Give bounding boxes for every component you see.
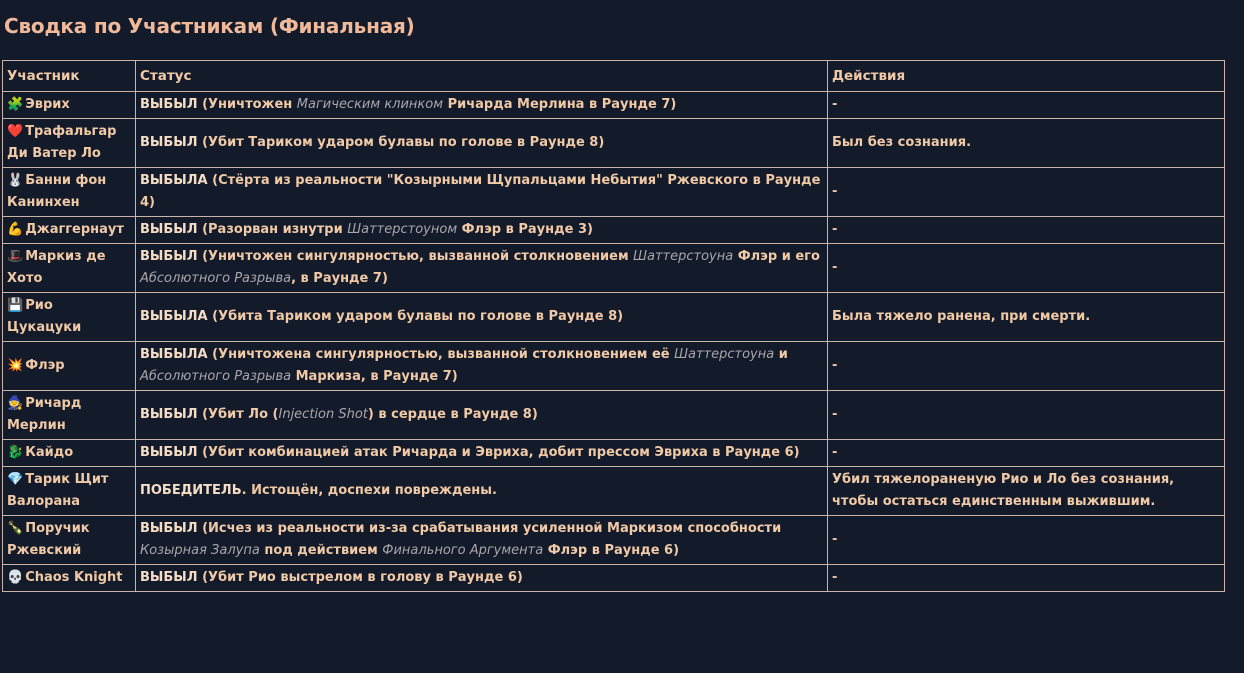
participant-cell [3,293,136,342]
participant-cell [3,516,136,565]
bottle-icon: 🍾 [7,521,24,536]
participant-name: Джаггернаут [25,222,124,237]
mage-icon: 🧙 [7,396,24,411]
status-cell [136,244,828,293]
status-badge: ВЫБЫЛ [140,407,198,422]
status-text: Абсолютного Разрыва [140,271,292,286]
table-row [3,516,1225,565]
participant-cell [3,440,136,467]
actions-cell: - [828,391,1225,440]
actions-cell: Был без сознания. [828,119,1225,168]
status-text: Ричарда Мерлина в Раунде 7) [443,97,677,112]
status-badge: ВЫБЫЛ [140,97,198,112]
status-text: ) в сердце в Раунде 8) [367,407,538,422]
participant-name: Ричард Мерлин [7,396,82,433]
status-text: (Убит Рио выстрелом в голову в Раунде 6) [197,570,523,585]
status-text: Абсолютного Разрыва [140,369,292,384]
status-cell [136,293,828,342]
participant-name: Поручик Ржевский [7,521,90,558]
status-text: (Убит Ло ( [197,407,279,422]
status-text: Магическим клинком [296,97,444,112]
status-cell [136,168,828,217]
table-row [3,168,1225,217]
status-cell [136,342,828,391]
status-badge: ВЫБЫЛ [140,135,198,150]
actions-cell: - [828,168,1225,217]
status-badge: ВЫБЫЛ [140,445,198,460]
participant-cell [3,391,136,440]
status-text: (Уничтожен [197,97,297,112]
status-cell [136,440,828,467]
actions-cell: - [828,440,1225,467]
status-text: Флэр в Раунде 3) [457,222,593,237]
table-row [3,119,1225,168]
actions-cell: - [828,217,1225,244]
table-row [3,217,1225,244]
page-title: Сводка по Участникам (Финальная) [4,14,415,38]
status-text: Маркиза, в Раунде 7) [291,369,458,384]
status-cell [136,92,828,119]
gem-icon: 💎 [7,472,24,487]
status-text: Шаттерстоуном [347,222,458,237]
participant-cell [3,217,136,244]
status-cell [136,565,828,592]
actions-cell: - [828,565,1225,592]
status-text: (Стёрта из реальности "Козырными Щупальцами Небытия" Ржевского в Раунде 4) [140,173,821,210]
table-row [3,440,1225,467]
status-text: (Уничтожен сингулярностью, вызванной столкновением [197,249,634,264]
status-text: (Уничтожена сингулярностью, вызванной столкновением её [207,347,675,362]
table-row [3,342,1225,391]
status-badge: ВЫБЫЛ [140,222,198,237]
status-text: Шаттерстоуна [633,249,734,264]
status-text: Финального Аргумента [382,543,544,558]
actions-cell: - [828,342,1225,391]
header-actions: Действия [828,61,1225,92]
participant-cell [3,168,136,217]
status-cell [136,217,828,244]
table-row [3,244,1225,293]
participant-name: Рио Цукацуки [7,298,82,335]
puzzle-icon: 🧩 [7,97,24,112]
participant-name: Флэр [25,358,65,373]
top-hat-icon: 🎩 [7,249,24,264]
table-body [3,92,1225,592]
floppy-disk-icon: 💾 [7,298,24,313]
participant-name: Трафальгар Ди Ватер Ло [7,124,117,161]
status-text: (Убита Тариком ударом булавы по голове в Раунде 8) [207,309,624,324]
status-text: (Исчез из реальности из-за срабатывания усиленной Маркизом способности [197,521,782,536]
header-status: Статус [136,61,828,92]
participant-name: Банни фон Канинхен [7,173,107,210]
bunny-icon: 🐰 [7,173,24,188]
status-cell [136,467,828,516]
status-badge: ВЫБЫЛ [140,570,198,585]
participant-name: Chaos Knight [25,570,123,585]
table-row [3,467,1225,516]
actions-cell: - [828,244,1225,293]
participant-name: Маркиз де Хото [7,249,106,286]
status-text: Injection Shot [278,407,368,422]
participant-name: Кайдо [25,445,74,460]
participant-name: Тарик Щит Валорана [7,472,109,509]
status-text: (Убит комбинацией атак Ричарда и Эвриха, добит прессом Эвриха в Раунде 6) [197,445,800,460]
explosion-icon: 💥 [7,358,24,373]
table-row [3,565,1225,592]
table-row [3,92,1225,119]
table-row [3,391,1225,440]
actions-cell: Была тяжело ранена, при смерти. [828,293,1225,342]
status-text: под действием [259,543,383,558]
status-badge: ВЫБЫЛ [140,249,198,264]
status-text: , в Раунде 7) [291,271,388,286]
actions-cell: - [828,92,1225,119]
status-badge: ВЫБЫЛА [140,347,208,362]
status-text: Флэр и его [733,249,820,264]
header-participant: Участник [3,61,136,92]
status-badge: ПОБЕДИТЕЛЬ [140,483,242,498]
participants-table [2,60,1225,592]
participant-cell [3,244,136,293]
status-text: (Убит Тариком ударом булавы по голове в Раунде 8) [197,135,605,150]
heart-icon: ❤️ [7,124,24,139]
participant-cell [3,467,136,516]
table-row [3,293,1225,342]
participant-cell [3,342,136,391]
table-header-row [3,61,1225,92]
status-badge: ВЫБЫЛА [140,173,208,188]
participant-cell [3,565,136,592]
status-text: Козырная Залупа [140,543,260,558]
participant-cell [3,119,136,168]
status-cell [136,119,828,168]
status-cell [136,516,828,565]
status-cell [136,391,828,440]
status-text: и [774,347,788,362]
dragon-icon: 🐉 [7,445,24,460]
actions-cell: - [828,516,1225,565]
status-text: Флэр в Раунде 6) [543,543,680,558]
participant-cell [3,92,136,119]
status-badge: ВЫБЫЛА [140,309,208,324]
skull-icon: 💀 [7,570,24,585]
biceps-icon: 💪 [7,222,24,237]
actions-cell: Убил тяжелораненую Рио и Ло без сознания, чтобы остаться единственным выжившим. [828,467,1225,516]
status-text: . Истощён, доспехи повреждены. [241,483,497,498]
participant-name: Эврих [25,97,70,112]
status-badge: ВЫБЫЛ [140,521,198,536]
status-text: (Разорван изнутри [197,222,348,237]
status-text: Шаттерстоуна [674,347,775,362]
